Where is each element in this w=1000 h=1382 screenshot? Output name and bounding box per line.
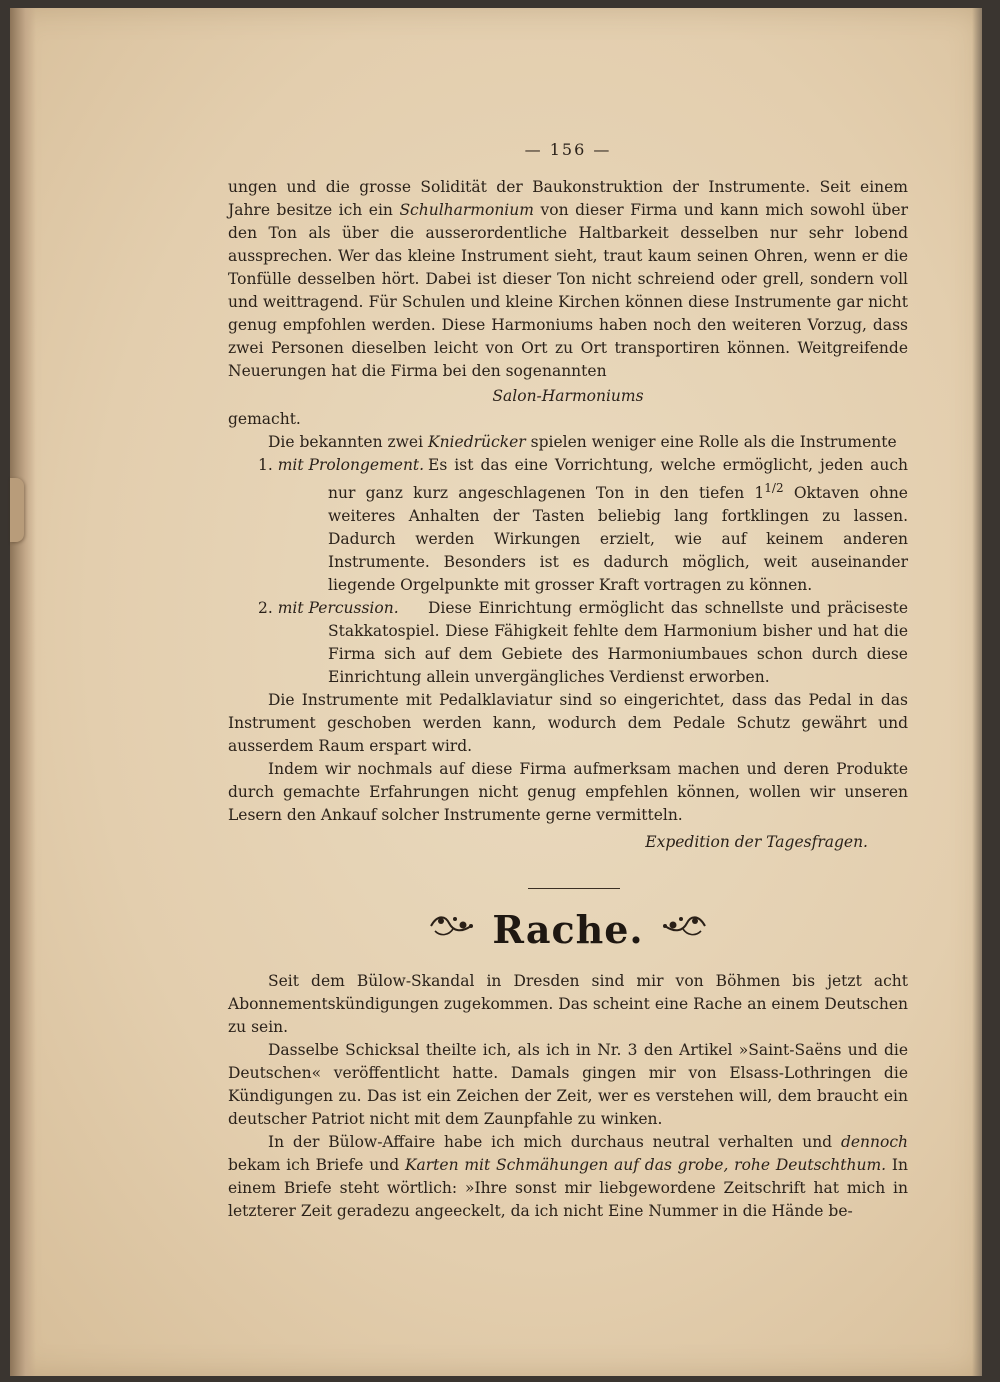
article-rache bbox=[228, 970, 908, 1223]
ornament-right-icon bbox=[661, 913, 709, 946]
fraction: 1/2 bbox=[764, 481, 784, 495]
article-harmonium-part1 bbox=[228, 176, 908, 854]
paragraph-text: bekam ich Briefe und bbox=[228, 1156, 400, 1174]
paragraph: Die Instrumente mit Pedalklaviatur sind so eingerichtet, dass das Pedal in das Instrument geschoben werden kann, wodurch dem Pedale Schutz gewährt und ausserdem Raum erspart wird. bbox=[228, 691, 908, 756]
paragraph-text: von dieser Firma und kann mich sowohl über den Ton als über die ausserordentliche Haltbarkeit desselben nur sehr lobend aussprechen. Wer das kleine Instrument sieht, traut kaum seinen Ohren, wenn er die Tonfülle desselben hört. Dabei ist dieser Ton nicht schreiend oder grell, sondern voll und weittragend. Für Schulen und kleine Kirchen können diese Instrumente gar nicht genug empfohlen werden. Diese Harmoniums haben noch den weiteren Vorzug, dass zwei Personen dieselben leicht von Ort zu Ort transportiren können. Weitgreifende Neuerungen hat die Firma bei den sogenannten bbox=[228, 201, 908, 380]
emphasis-text: Schulharmonium bbox=[399, 201, 534, 219]
list-text: Es ist das eine Vorrichtung, welche ermöglicht, jeden auch nur ganz kurz angeschlagenen Ton in den tiefen 1 bbox=[328, 456, 908, 503]
paragraph: Seit dem Bülow-Skandal in Dresden sind mir von Böhmen bis jetzt acht Abonnementskündigungen zugekommen. Das scheint eine Rache an einem Deutschen zu sein. bbox=[228, 972, 908, 1036]
paragraph bbox=[228, 431, 908, 454]
book-page bbox=[10, 8, 982, 1376]
signature: Expedition der Tagesfragen. bbox=[645, 833, 868, 852]
paragraph: Dasselbe Schicksal theilte ich, als ich in Nr. 3 den Artikel »Saint-Saëns und die Deutschen« veröffentlicht hatte. Damals gingen mir von Elsass-Lothringen die Kündigungen zu. Das ist ein Zeichen der Zeit, wer es verstehen will, dem braucht ein deutscher Patriot nicht mit dem Zaunpfahle zu winken. bbox=[228, 1041, 908, 1128]
binding-tab bbox=[10, 478, 24, 542]
list-item-head bbox=[258, 454, 424, 477]
list-item-head bbox=[258, 597, 399, 620]
list-number: 2. bbox=[258, 599, 273, 618]
emphasis-text: Kniedrücker bbox=[428, 433, 526, 451]
centered-title: Salon-Harmoniums bbox=[492, 387, 644, 405]
emphasis-text: Karten mit Schmähungen auf das grobe, rohe Deutschthum. bbox=[404, 1156, 887, 1174]
heading-wrap bbox=[228, 907, 908, 952]
paragraph-text: ungen und die grosse Solidität der Baukonstruktion der Instrumente. Seit einem Jahre besitze ich ein bbox=[228, 178, 908, 219]
list-title: mit Prolongement. bbox=[277, 456, 425, 474]
paragraph-text: In einem Briefe steht wörtlich: »Ihre sonst mir liebgewordene Zeitschrift hat mich in letzterer Zeit geradezu angeeckelt, da ich nicht Eine Nummer in die Hände be- bbox=[228, 1156, 908, 1220]
list-item bbox=[228, 597, 908, 689]
paragraph: gemacht. bbox=[228, 410, 301, 428]
page-number: — 156 — bbox=[524, 140, 612, 159]
section-divider bbox=[528, 888, 620, 889]
paragraph-text: In der Bülow-Affaire habe ich mich durchaus neutral verhalten und bbox=[268, 1133, 833, 1151]
list-number: 1. bbox=[258, 456, 273, 474]
emphasis-text: dennoch bbox=[840, 1133, 908, 1151]
ornament-left-icon bbox=[427, 913, 475, 946]
list-item bbox=[228, 454, 908, 597]
paragraph bbox=[228, 1131, 908, 1223]
article-heading: Rache. bbox=[492, 907, 644, 952]
book-spine bbox=[10, 8, 36, 1376]
paragraph bbox=[228, 176, 908, 383]
list-text: Diese Einrichtung ermöglicht das schnellste und präciseste Stakkatospiel. Diese Fähigkeit fehlte dem Harmonium bisher und hat die Firma sich auf dem Gebiete des Harmoniumbaues schon durch diese Einrichtung allein unvergängliches Verdienst erworben. bbox=[328, 599, 908, 687]
paragraph-text: spielen weniger eine Rolle als die Instrumente bbox=[530, 433, 897, 451]
paragraph: Indem wir nochmals auf diese Firma aufmerksam machen und deren Produkte durch gemachte Erfahrungen nicht genug empfehlen können, wollen wir unseren Lesern den Ankauf solcher Instrumente gerne vermitteln. bbox=[228, 760, 908, 825]
paragraph-text: Die bekannten zwei bbox=[268, 433, 424, 451]
list-text: Oktaven ohne weiteres Anhalten der Tasten beliebig lang fortklingen zu lassen. Dadurch werden Wirkungen erzielt, wie auf keinem anderen Instrumente. Besonders ist es dadurch möglich, weit auseinander liegende Orgelpunkte mit grosser Kraft vortragen zu können. bbox=[328, 484, 908, 595]
list-title: mit Percussion. bbox=[277, 599, 399, 618]
page-edge bbox=[972, 8, 982, 1376]
